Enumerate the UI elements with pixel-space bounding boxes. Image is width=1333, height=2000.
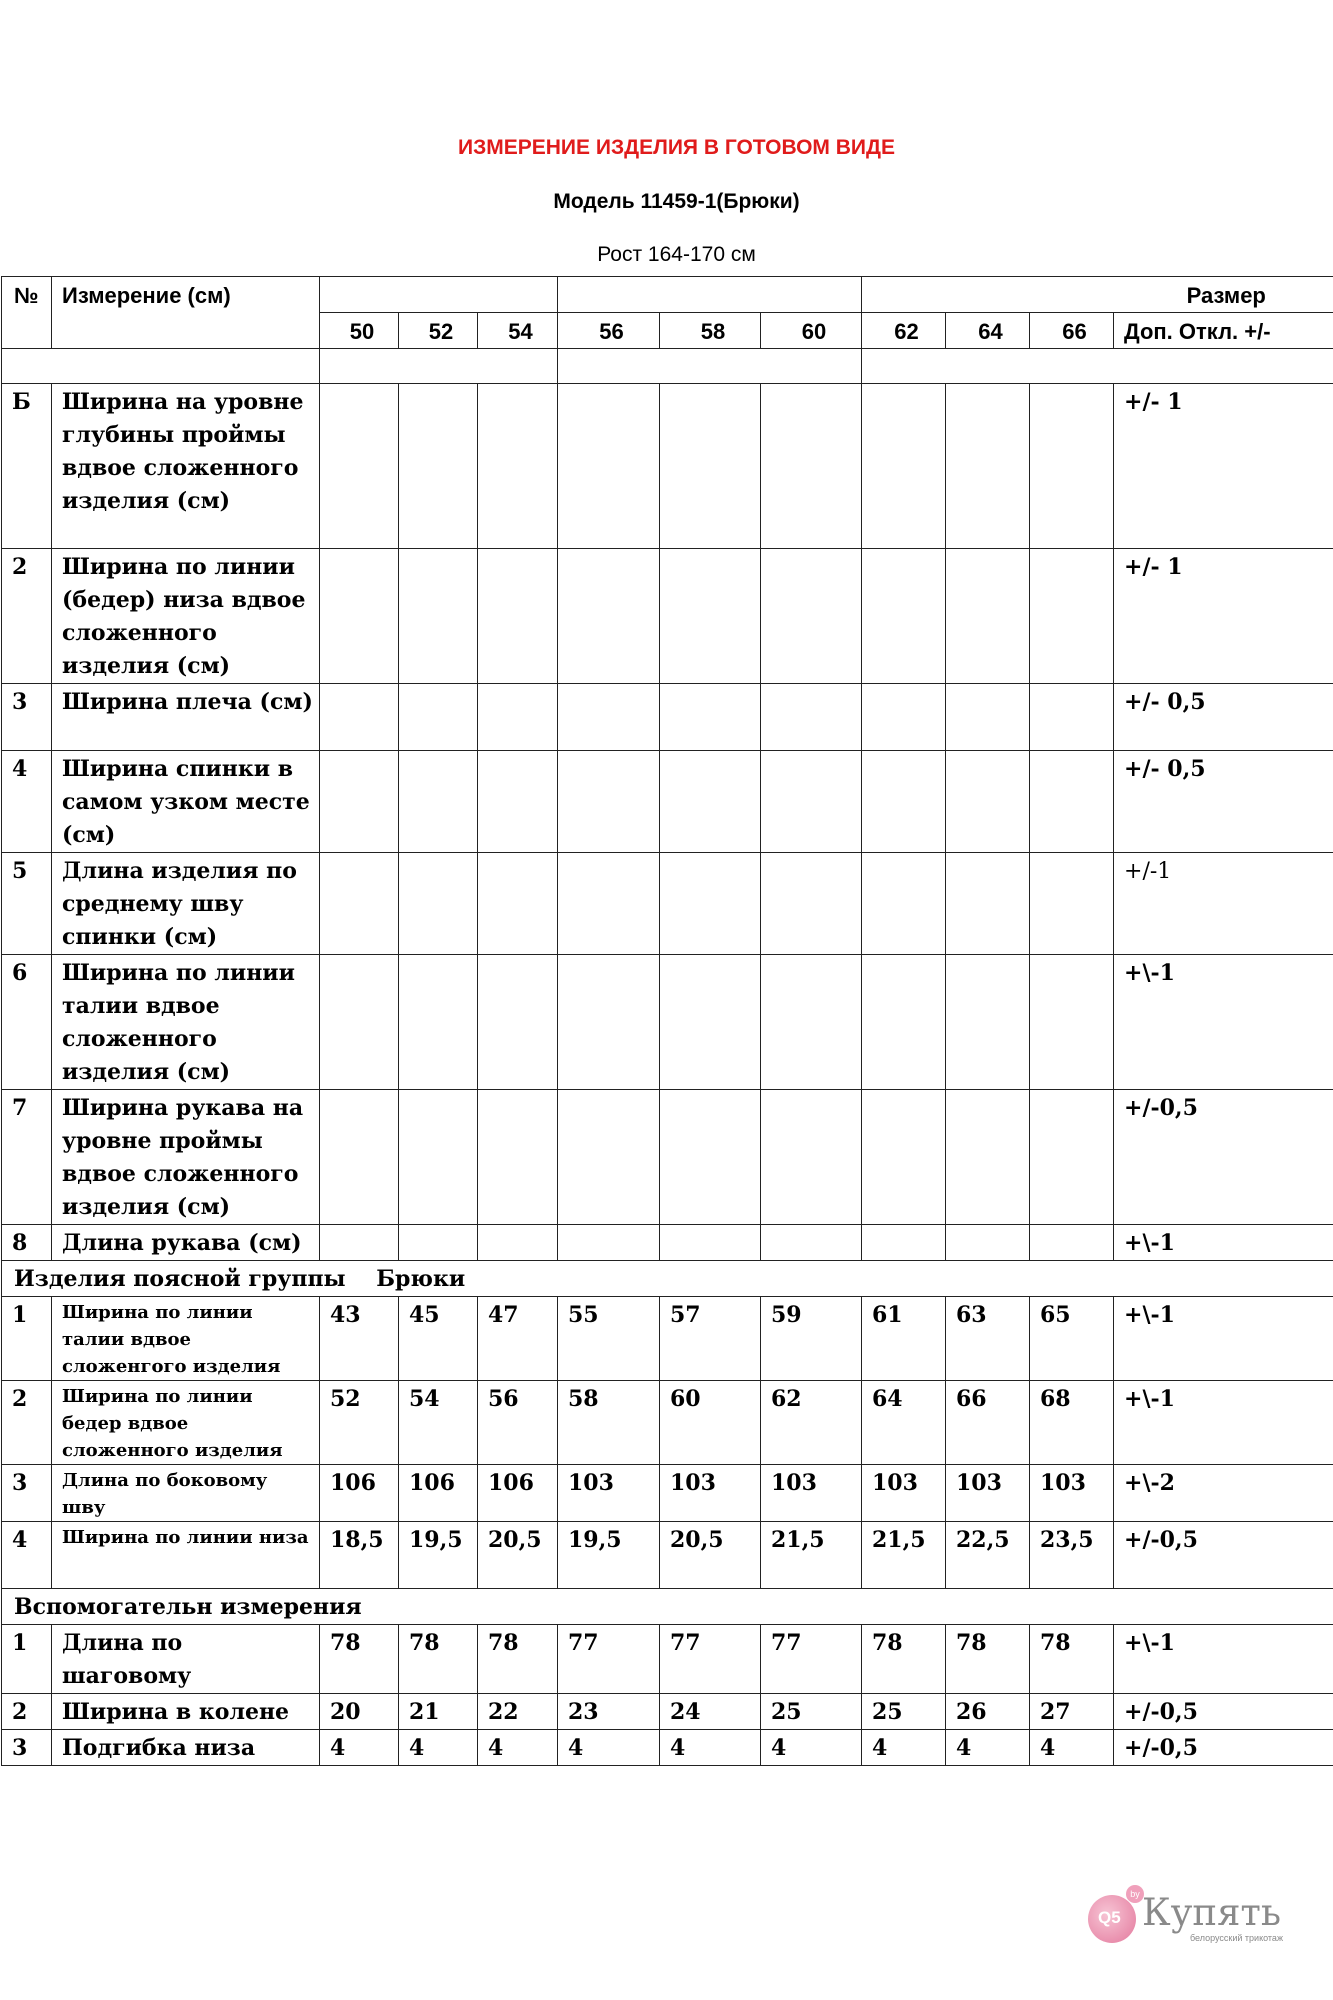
row-tolerance: +/-0,5 xyxy=(1114,1694,1333,1730)
value-cell: 103 xyxy=(946,1465,1030,1522)
row-number: 3 xyxy=(2,1465,52,1522)
col-measure-header: Измерение (см) xyxy=(52,277,320,313)
size-header: 50 xyxy=(320,313,399,349)
row-number: 2 xyxy=(2,1381,52,1465)
row-tolerance: +\-1 xyxy=(1114,1225,1333,1261)
value-cell: 27 xyxy=(1030,1694,1114,1730)
row-label: Длина изделия по среднему шву спинки (см) xyxy=(52,853,320,955)
row-number: 3 xyxy=(2,684,52,751)
value-cell: 22 xyxy=(478,1694,558,1730)
value-cell xyxy=(399,384,478,549)
value-cell: 4 xyxy=(761,1730,862,1766)
size-header: 66 xyxy=(1030,313,1114,349)
row-tolerance: +/-0,5 xyxy=(1114,1522,1333,1589)
value-cell xyxy=(320,955,399,1090)
value-cell xyxy=(1030,549,1114,684)
table-row xyxy=(2,1297,1333,1381)
value-cell: 77 xyxy=(660,1625,761,1694)
value-cell: 21,5 xyxy=(761,1522,862,1589)
table-row xyxy=(2,1465,1333,1522)
value-cell: 4 xyxy=(1030,1730,1114,1766)
document-title: ИЗМЕРЕНИЕ ИЗДЕЛИЯ В ГОТОВОМ ВИДЕ xyxy=(458,136,895,159)
logo-badge: by xyxy=(1126,1885,1144,1903)
value-cell xyxy=(478,384,558,549)
table-row xyxy=(2,384,1333,549)
table-row xyxy=(2,1625,1333,1694)
col-no-spacer xyxy=(2,313,52,349)
value-cell: 52 xyxy=(320,1381,399,1465)
row-label: Длина по боковому шву xyxy=(52,1465,320,1522)
value-cell: 56 xyxy=(478,1381,558,1465)
size-header: 60 xyxy=(761,313,862,349)
value-cell xyxy=(862,384,946,549)
value-cell: 103 xyxy=(660,1465,761,1522)
value-cell xyxy=(478,1225,558,1261)
col-no-header: № xyxy=(2,277,52,313)
row-number: 1 xyxy=(2,1297,52,1381)
value-cell: 22,5 xyxy=(946,1522,1030,1589)
value-cell xyxy=(399,955,478,1090)
value-cell xyxy=(862,751,946,853)
value-cell: 19,5 xyxy=(399,1522,478,1589)
value-cell: 25 xyxy=(761,1694,862,1730)
row-label: Подгибка низа xyxy=(52,1730,320,1766)
row-label: Ширина по линии низа xyxy=(52,1522,320,1589)
value-cell: 103 xyxy=(558,1465,660,1522)
value-cell xyxy=(660,384,761,549)
value-cell xyxy=(862,1225,946,1261)
height-range: Рост 164-170 см xyxy=(597,243,756,266)
value-cell: 45 xyxy=(399,1297,478,1381)
value-cell xyxy=(320,751,399,853)
value-cell: 62 xyxy=(761,1381,862,1465)
value-cell: 65 xyxy=(1030,1297,1114,1381)
value-cell xyxy=(862,684,946,751)
value-cell: 57 xyxy=(660,1297,761,1381)
value-cell xyxy=(946,955,1030,1090)
value-cell xyxy=(478,1090,558,1225)
row-number: 3 xyxy=(2,1730,52,1766)
model-name: Модель 11459-1(Брюки) xyxy=(553,190,800,213)
row-number: 4 xyxy=(2,751,52,853)
row-tolerance: +\-2 xyxy=(1114,1465,1333,1522)
value-cell: 78 xyxy=(399,1625,478,1694)
value-cell xyxy=(862,1090,946,1225)
value-cell xyxy=(478,549,558,684)
value-cell xyxy=(761,853,862,955)
value-cell xyxy=(946,384,1030,549)
value-cell: 20 xyxy=(320,1694,399,1730)
group-waist-heading-title: Изделия поясной группы Брюки xyxy=(2,1261,1333,1297)
value-cell: 77 xyxy=(761,1625,862,1694)
value-cell: 21 xyxy=(399,1694,478,1730)
kupyat-logo xyxy=(1088,1885,1293,1945)
value-cell xyxy=(558,1090,660,1225)
value-cell xyxy=(1030,684,1114,751)
table-row xyxy=(2,684,1333,751)
size-header: 54 xyxy=(478,313,558,349)
value-cell xyxy=(320,384,399,549)
row-label: Ширина плеча (см) xyxy=(52,684,320,751)
row-number: 1 xyxy=(2,1625,52,1694)
size-group-b xyxy=(558,277,862,313)
value-cell xyxy=(399,684,478,751)
size-group-a xyxy=(320,277,558,313)
value-cell xyxy=(660,751,761,853)
col-tolerance-header: Доп. Откл. +/- xyxy=(1114,313,1333,349)
value-cell: 23,5 xyxy=(1030,1522,1114,1589)
col-measure-spacer xyxy=(52,313,320,349)
value-cell xyxy=(660,1090,761,1225)
row-label: Ширина спинки в самом узком месте (см) xyxy=(52,751,320,853)
row-number: 4 xyxy=(2,1522,52,1589)
row-tolerance: +/- 0,5 xyxy=(1114,684,1333,751)
spacer-cell xyxy=(2,349,320,384)
sizes-row xyxy=(2,313,1333,349)
value-cell xyxy=(1030,384,1114,549)
value-cell xyxy=(1030,751,1114,853)
value-cell: 4 xyxy=(946,1730,1030,1766)
value-cell: 103 xyxy=(761,1465,862,1522)
value-cell: 23 xyxy=(558,1694,660,1730)
value-cell xyxy=(478,853,558,955)
row-label: Ширина рукава на уровне проймы вдвое сложенного изделия (см) xyxy=(52,1090,320,1225)
value-cell xyxy=(478,955,558,1090)
value-cell xyxy=(761,1090,862,1225)
value-cell xyxy=(478,684,558,751)
value-cell xyxy=(320,1225,399,1261)
value-cell xyxy=(320,1090,399,1225)
row-tolerance: +/-0,5 xyxy=(1114,1090,1333,1225)
value-cell xyxy=(558,955,660,1090)
value-cell: 47 xyxy=(478,1297,558,1381)
row-tolerance: +\-1 xyxy=(1114,1625,1333,1694)
value-cell xyxy=(1030,1225,1114,1261)
value-cell: 78 xyxy=(946,1625,1030,1694)
value-cell xyxy=(660,853,761,955)
value-cell: 4 xyxy=(478,1730,558,1766)
value-cell: 78 xyxy=(862,1625,946,1694)
value-cell xyxy=(946,549,1030,684)
row-label: Ширина по линии талии вдвое сложенного изделия (см) xyxy=(52,955,320,1090)
value-cell: 106 xyxy=(320,1465,399,1522)
value-cell xyxy=(399,549,478,684)
value-cell: 26 xyxy=(946,1694,1030,1730)
value-cell xyxy=(761,384,862,549)
value-cell: 4 xyxy=(399,1730,478,1766)
value-cell: 103 xyxy=(1030,1465,1114,1522)
value-cell xyxy=(761,955,862,1090)
spacer-row xyxy=(2,349,1333,384)
table-row xyxy=(2,1381,1333,1465)
value-cell xyxy=(558,1225,660,1261)
row-tolerance: +/- 1 xyxy=(1114,384,1333,549)
value-cell: 78 xyxy=(1030,1625,1114,1694)
row-number: Б xyxy=(2,384,52,549)
value-cell xyxy=(478,751,558,853)
row-label: Ширина по линии (бедер) низа вдвое сложенного изделия (см) xyxy=(52,549,320,684)
value-cell: 64 xyxy=(862,1381,946,1465)
value-cell xyxy=(1030,1090,1114,1225)
row-tolerance: +\-1 xyxy=(1114,955,1333,1090)
table-row xyxy=(2,1730,1333,1766)
size-group-c xyxy=(862,277,1114,313)
value-cell xyxy=(320,549,399,684)
value-cell xyxy=(1030,853,1114,955)
group-aux-heading xyxy=(2,1589,1333,1625)
value-cell: 63 xyxy=(946,1297,1030,1381)
value-cell xyxy=(946,1090,1030,1225)
value-cell: 25 xyxy=(862,1694,946,1730)
value-cell xyxy=(1030,955,1114,1090)
value-cell xyxy=(946,684,1030,751)
value-cell: 58 xyxy=(558,1381,660,1465)
size-header: 62 xyxy=(862,313,946,349)
value-cell xyxy=(660,549,761,684)
value-cell: 59 xyxy=(761,1297,862,1381)
value-cell: 103 xyxy=(862,1465,946,1522)
value-cell xyxy=(320,684,399,751)
row-label: Длина по шаговому xyxy=(52,1625,320,1694)
size-header: 58 xyxy=(660,313,761,349)
value-cell: 43 xyxy=(320,1297,399,1381)
spacer-cell xyxy=(558,349,862,384)
value-cell: 20,5 xyxy=(660,1522,761,1589)
value-cell xyxy=(761,549,862,684)
value-cell xyxy=(761,684,862,751)
table-row xyxy=(2,1090,1333,1225)
value-cell: 19,5 xyxy=(558,1522,660,1589)
row-tolerance: +\-1 xyxy=(1114,1381,1333,1465)
value-cell xyxy=(399,1090,478,1225)
value-cell xyxy=(761,751,862,853)
row-number: 6 xyxy=(2,955,52,1090)
value-cell xyxy=(320,853,399,955)
value-cell xyxy=(946,751,1030,853)
size-header: 64 xyxy=(946,313,1030,349)
value-cell: 61 xyxy=(862,1297,946,1381)
value-cell xyxy=(558,751,660,853)
measurement-table xyxy=(1,276,1333,1766)
value-cell: 106 xyxy=(478,1465,558,1522)
value-cell: 54 xyxy=(399,1381,478,1465)
row-label: Ширина по линии бедер вдвое сложенного изделия xyxy=(52,1381,320,1465)
size-header: 56 xyxy=(558,313,660,349)
value-cell xyxy=(862,955,946,1090)
logo-mark: Q5 xyxy=(1088,1895,1136,1943)
row-number: 5 xyxy=(2,853,52,955)
value-cell xyxy=(862,853,946,955)
value-cell: 68 xyxy=(1030,1381,1114,1465)
value-cell xyxy=(946,1225,1030,1261)
value-cell xyxy=(558,853,660,955)
value-cell: 21,5 xyxy=(862,1522,946,1589)
row-number: 7 xyxy=(2,1090,52,1225)
value-cell xyxy=(660,1225,761,1261)
value-cell: 66 xyxy=(946,1381,1030,1465)
value-cell xyxy=(558,384,660,549)
logo-wordmark: Купять xyxy=(1142,1891,1282,1934)
row-tolerance: +\-1 xyxy=(1114,1297,1333,1381)
table-row xyxy=(2,751,1333,853)
row-label: Ширина на уровне глубины проймы вдвое сложенного изделия (см) xyxy=(52,384,320,549)
col-size-header: Размер xyxy=(1114,277,1333,313)
value-cell: 20,5 xyxy=(478,1522,558,1589)
value-cell: 78 xyxy=(320,1625,399,1694)
value-cell: 4 xyxy=(558,1730,660,1766)
value-cell: 77 xyxy=(558,1625,660,1694)
spacer-cell xyxy=(862,349,1333,384)
logo-tagline: белорусский трикотаж xyxy=(1190,1933,1283,1943)
group-waist-heading xyxy=(2,1261,1333,1297)
value-cell: 4 xyxy=(320,1730,399,1766)
row-tolerance: +/-0,5 xyxy=(1114,1730,1333,1766)
value-cell: 78 xyxy=(478,1625,558,1694)
table-row xyxy=(2,1522,1333,1589)
value-cell: 55 xyxy=(558,1297,660,1381)
row-tolerance: +/-1 xyxy=(1114,853,1333,955)
value-cell xyxy=(761,1225,862,1261)
value-cell xyxy=(399,1225,478,1261)
table-row xyxy=(2,1225,1333,1261)
value-cell: 24 xyxy=(660,1694,761,1730)
row-label: Ширина в колене xyxy=(52,1694,320,1730)
row-tolerance: +/- 1 xyxy=(1114,549,1333,684)
size-header: 52 xyxy=(399,313,478,349)
value-cell xyxy=(660,955,761,1090)
table-row xyxy=(2,1694,1333,1730)
value-cell xyxy=(399,751,478,853)
row-number: 2 xyxy=(2,549,52,684)
row-label: Длина рукава (см) xyxy=(52,1225,320,1261)
group-aux-heading-title: Вспомогательн измерения xyxy=(2,1589,1333,1625)
row-number: 8 xyxy=(2,1225,52,1261)
header-row xyxy=(2,277,1333,313)
value-cell xyxy=(946,853,1030,955)
row-number: 2 xyxy=(2,1694,52,1730)
table-row xyxy=(2,853,1333,955)
value-cell xyxy=(862,549,946,684)
value-cell xyxy=(558,549,660,684)
value-cell xyxy=(558,684,660,751)
table-row xyxy=(2,549,1333,684)
value-cell: 4 xyxy=(862,1730,946,1766)
row-label: Ширина по линии талии вдвое сложенгого изделия xyxy=(52,1297,320,1381)
value-cell xyxy=(399,853,478,955)
value-cell: 60 xyxy=(660,1381,761,1465)
table-row xyxy=(2,955,1333,1090)
value-cell: 106 xyxy=(399,1465,478,1522)
spacer-cell xyxy=(320,349,558,384)
value-cell: 18,5 xyxy=(320,1522,399,1589)
value-cell xyxy=(660,684,761,751)
row-tolerance: +/- 0,5 xyxy=(1114,751,1333,853)
value-cell: 4 xyxy=(660,1730,761,1766)
